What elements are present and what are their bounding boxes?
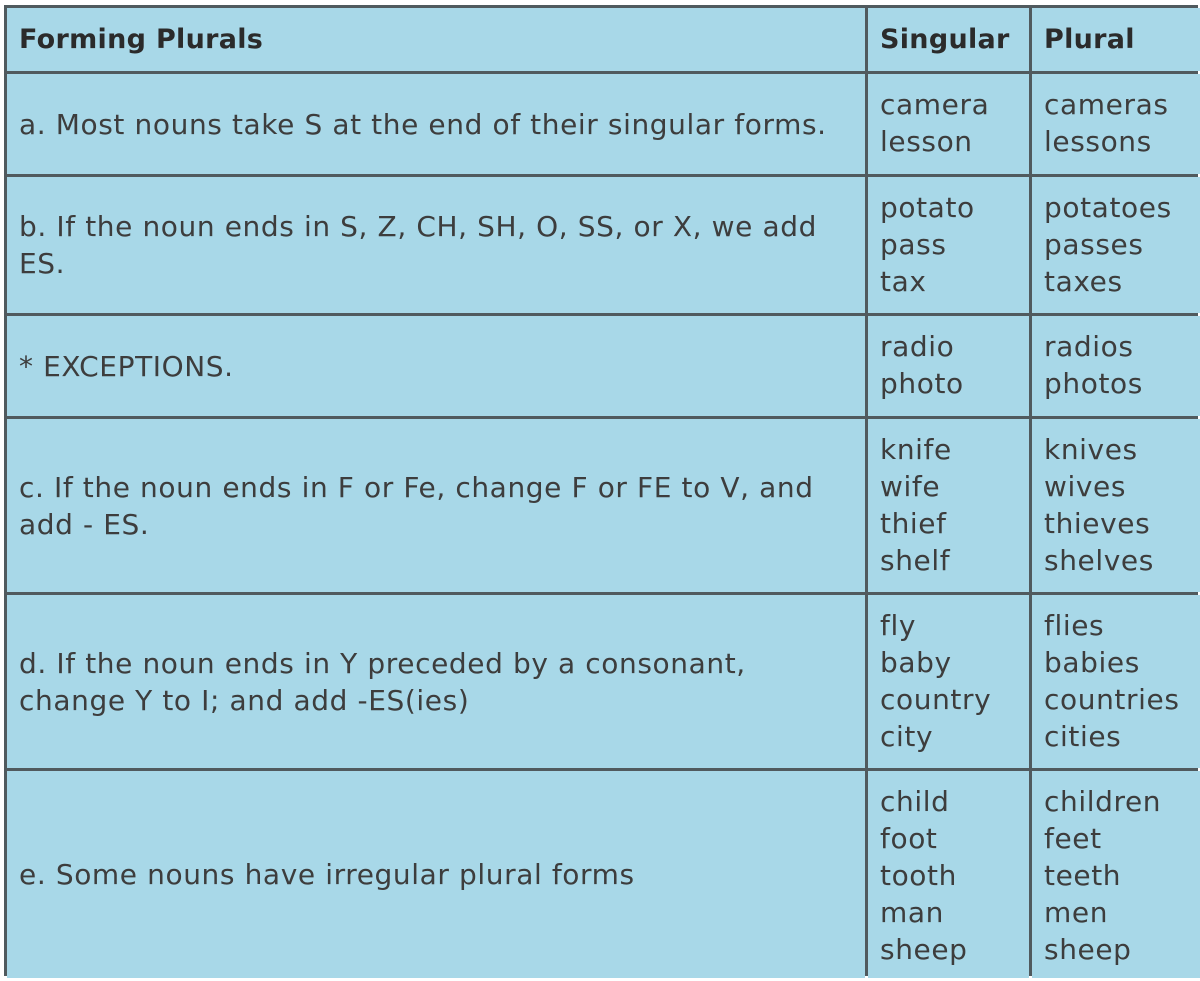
singular-c: knife wife thief shelf xyxy=(868,419,1029,592)
rule-c-text: c. If the noun ends in F or Fe, change F or FE to V, and add - ES. xyxy=(19,470,814,541)
plurals-table xyxy=(4,5,1198,976)
plural-exceptions: radios photos xyxy=(1032,316,1200,416)
rule-d xyxy=(7,595,865,768)
rule-b xyxy=(7,177,865,313)
plural-e: children feet teeth men sheep xyxy=(1032,771,1200,978)
rule-d-text: d. If the noun ends in Y preceded by a consonant, change Y to I; and add -ES(ies) xyxy=(19,646,746,717)
singular-d: fly baby country city xyxy=(868,595,1029,768)
plural-a: cameras lessons xyxy=(1032,74,1200,174)
singular-a: camera lesson xyxy=(868,74,1029,174)
plural-b: potatoes passes taxes xyxy=(1032,177,1200,313)
header-plural: Plural xyxy=(1032,8,1200,71)
singular-b: potato pass tax xyxy=(868,177,1029,313)
rule-b-text: b. If the noun ends in S, Z, CH, SH, O, SS, or X, we add ES. xyxy=(19,210,818,280)
rule-exceptions-text: * EXCEPTIONS. xyxy=(19,349,234,383)
rule-e xyxy=(7,771,865,978)
header-singular: Singular xyxy=(868,8,1029,71)
singular-exceptions: radio photo xyxy=(868,316,1029,416)
rule-a xyxy=(7,74,865,174)
plural-d: flies babies countries cities xyxy=(1032,595,1200,768)
singular-e: child foot tooth man sheep xyxy=(868,771,1029,978)
rule-exceptions xyxy=(7,316,865,416)
rule-e-text: e. Some nouns have irregular plural forms xyxy=(19,858,635,891)
rule-a-text: a. Most nouns take S at the end of their singular forms. xyxy=(19,107,827,141)
plural-c: knives wives thieves shelves xyxy=(1032,419,1200,592)
rule-c xyxy=(7,419,865,592)
header-forming-plurals: Forming Plurals xyxy=(7,8,865,71)
